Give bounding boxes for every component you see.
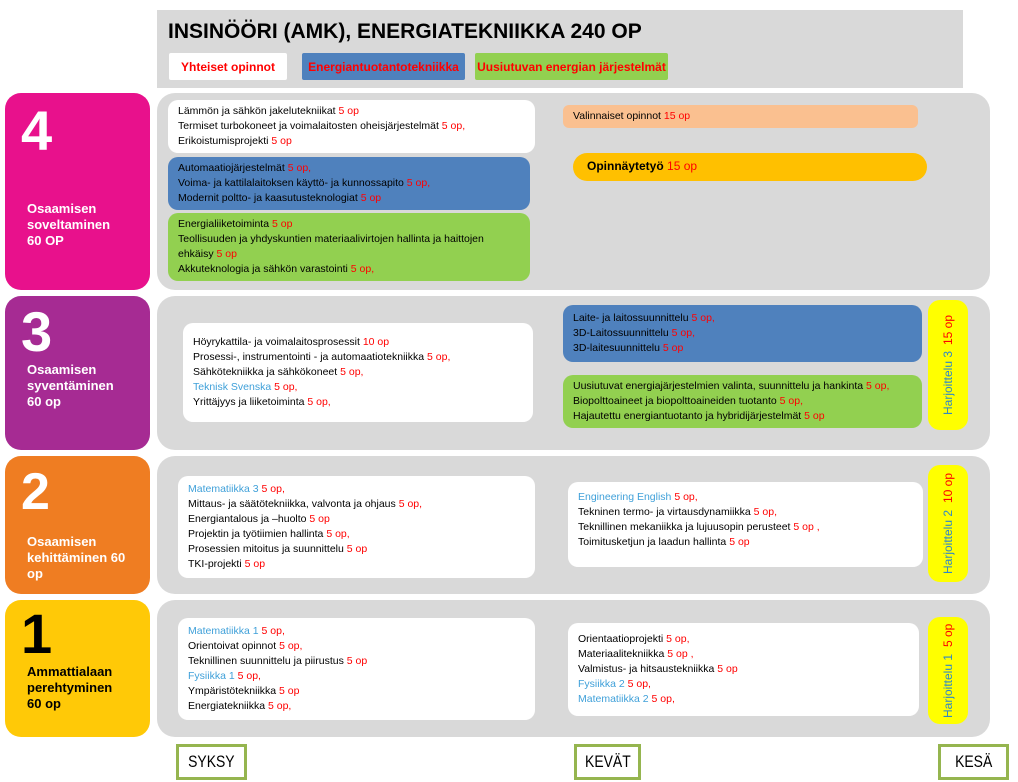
legend-label: Uusiutuvan energian järjestelmät xyxy=(477,59,666,74)
course-line xyxy=(188,624,525,639)
course-line xyxy=(587,159,913,175)
course-box-r2-right xyxy=(568,482,923,567)
course-name: 3D-Laitossuunnittelu xyxy=(573,327,672,339)
course-credits: 5 op, xyxy=(307,396,331,408)
course-name: Matematiikka 1 xyxy=(188,625,262,637)
course-box-r4-white xyxy=(168,100,535,153)
course-name: Lämmön ja sähkön jakelutekniikat xyxy=(178,105,339,117)
course-box-r3-left xyxy=(183,323,533,422)
course-name: Valinnaiset opinnot xyxy=(573,110,664,122)
year-label: Osaamisen syventäminen 60 op xyxy=(27,362,114,409)
course-name: Fysiikka 2 xyxy=(578,678,628,690)
course-name: Orientaatioprojekti xyxy=(578,633,667,645)
course-credits: 5 op xyxy=(729,536,750,548)
course-name: 3D-laitesuunnittelu xyxy=(573,342,663,354)
course-line xyxy=(578,505,913,520)
course-name: Valmistus- ja hitsaustekniikka xyxy=(578,663,718,675)
course-credits: 5 op, xyxy=(267,700,292,712)
course-line xyxy=(188,639,525,654)
course-line xyxy=(188,684,525,699)
course-name: Teollisuuden ja yhdyskuntien materiaalivirtojen hallinta ja haittojen ehkäisy xyxy=(178,233,484,260)
course-line xyxy=(573,394,912,409)
course-credits: 5 op, xyxy=(287,162,312,174)
course-credits: 5 op, xyxy=(866,380,890,392)
row-panel-year-2 xyxy=(157,456,990,594)
legend-label: Yhteiset opinnot xyxy=(181,59,275,74)
course-name: Opinnäytetyö xyxy=(587,159,668,173)
course-line xyxy=(188,527,525,542)
course-line xyxy=(178,217,520,232)
legend-item-uusiutuvan-energian-jarjestelmat xyxy=(475,53,668,80)
harjoittelu-credits: 5 op xyxy=(941,623,955,647)
course-credits: 5 op xyxy=(279,685,300,697)
course-line xyxy=(578,647,909,662)
course-name: TKI-projekti xyxy=(188,558,245,570)
course-name: Voima- ja kattilalaitoksen käyttö- ja kunnossapito xyxy=(178,177,407,189)
course-line xyxy=(193,350,523,365)
course-name: Sähkötekniikka ja sähkökoneet xyxy=(193,366,341,378)
course-credits: 15 op xyxy=(667,159,698,173)
year-block-2 xyxy=(5,456,150,594)
course-credits: 5 op, xyxy=(674,491,698,503)
course-credits: 5 op, xyxy=(441,120,466,132)
course-line xyxy=(578,632,909,647)
course-name: Termiset turbokoneet ja voimalaitosten oheisjärjestelmät xyxy=(178,120,442,132)
course-line xyxy=(578,535,913,550)
course-credits: 5 op xyxy=(338,105,359,117)
course-credits: 5 op xyxy=(271,218,293,230)
course-credits: 5 op xyxy=(346,543,368,555)
season-label: KESÄ xyxy=(954,752,993,771)
year-number: 3 xyxy=(21,300,53,363)
course-line xyxy=(193,395,523,410)
course-credits: 5 op, xyxy=(691,312,715,324)
course-line xyxy=(188,654,525,669)
course-line xyxy=(573,409,912,424)
course-line xyxy=(578,662,909,677)
season-box-syksy xyxy=(176,744,247,780)
course-credits: 5 op, xyxy=(671,327,696,339)
course-name: Orientoivat opinnot xyxy=(188,640,280,652)
course-box-r3-blue xyxy=(563,305,922,362)
course-name: Toimitusketjun ja laadun hallinta xyxy=(578,536,730,548)
header-panel xyxy=(157,10,963,88)
course-credits: 15 op xyxy=(663,110,691,122)
course-name: Yrittäjyys ja liiketoiminta xyxy=(193,396,308,408)
course-credits: 5 op, xyxy=(274,381,298,393)
course-credits: 5 op, xyxy=(651,693,675,705)
course-name: Mittaus- ja säätötekniikka, valvonta ja ohjaus xyxy=(188,498,399,510)
course-name: Matematiikka 2 xyxy=(578,693,652,705)
course-credits: 5 op, xyxy=(779,395,804,407)
season-label: SYKSY xyxy=(188,752,235,771)
year-number: 4 xyxy=(21,99,53,162)
legend-item-energiantuotantotekniikka xyxy=(302,53,465,80)
course-name: Uusiutuvat energiajärjestelmien valinta, suunnittelu ja hankinta xyxy=(573,380,867,392)
year-label: Osaamisen kehittäminen 60 op xyxy=(27,534,126,581)
course-name: Automaatiojärjestelmät xyxy=(178,162,288,174)
year-label: Osaamisen soveltaminen 60 OP xyxy=(27,201,111,248)
course-name: Modernit poltto- ja kaasutusteknologiat xyxy=(178,192,361,204)
course-name: Projektin ja työtiimien hallinta xyxy=(188,528,327,540)
course-box-r4-green xyxy=(168,213,530,281)
course-credits: 5 op, xyxy=(261,625,285,637)
course-line xyxy=(178,232,520,262)
course-line xyxy=(188,482,525,497)
course-credits: 5 op xyxy=(244,558,266,570)
course-line xyxy=(178,104,525,119)
year-block-1 xyxy=(5,600,150,737)
course-box-r1-left xyxy=(178,618,535,720)
season-box-kesa xyxy=(938,744,1009,780)
course-line xyxy=(573,341,912,356)
course-line xyxy=(178,176,520,191)
course-line xyxy=(178,134,525,149)
harjoittelu-bar-3 xyxy=(928,300,968,430)
year-block-3 xyxy=(5,296,150,450)
course-name: Engineering English xyxy=(578,491,675,503)
harjoittelu-credits: 10 op xyxy=(941,473,955,504)
row-panel-year-1 xyxy=(157,600,990,737)
legend-item-yhteiset-opinnot xyxy=(169,53,287,80)
course-line xyxy=(573,379,912,394)
page-title: INSINÖÖRI (AMK), ENERGIATEKNIIKKA 240 OP xyxy=(168,20,642,43)
course-line xyxy=(188,699,525,714)
course-credits: 5 op, xyxy=(350,263,375,275)
course-box-r4-blue xyxy=(168,157,530,210)
course-name: Tekninen termo- ja virtausdynamiikka xyxy=(578,506,754,518)
harjoittelu-bar-1 xyxy=(928,617,968,724)
harjoittelu-bar-2 xyxy=(928,465,968,582)
course-credits: 5 op, xyxy=(753,506,778,518)
course-credits: 5 op, xyxy=(427,351,451,363)
course-line xyxy=(573,311,912,326)
course-line xyxy=(178,191,520,206)
course-line xyxy=(578,677,909,692)
course-name: Matematiikka 3 xyxy=(188,483,262,495)
course-name: Akkuteknologia ja sähkön varastointi xyxy=(178,263,351,275)
course-name: Laite- ja laitossuunnittelu xyxy=(573,312,692,324)
course-credits: 5 op, xyxy=(279,640,303,652)
course-line xyxy=(578,692,909,707)
year-number: 2 xyxy=(21,463,50,521)
year-block-4 xyxy=(5,93,150,290)
harjoittelu-credits: 15 op xyxy=(941,314,955,345)
course-line xyxy=(578,520,913,535)
course-name: Hajautettu energiantuotanto ja hybridijärjestelmät xyxy=(573,410,805,422)
course-line xyxy=(578,490,913,505)
course-credits: 5 op , xyxy=(793,521,820,533)
course-line xyxy=(188,669,525,684)
course-credits: 5 op, xyxy=(326,528,350,540)
course-line xyxy=(188,512,525,527)
course-name: Teknillinen suunnittelu ja piirustus xyxy=(188,655,347,667)
course-name: Ympäristötekniikka xyxy=(188,685,280,697)
course-credits: 5 op xyxy=(271,135,292,147)
course-credits: 5 op, xyxy=(406,177,431,189)
course-credits: 5 op xyxy=(717,663,738,675)
course-credits: 5 op, xyxy=(398,498,423,510)
harjoittelu-label: Harjoittelu 3 xyxy=(941,344,955,416)
year-number: 1 xyxy=(21,602,53,665)
course-credits: 5 op xyxy=(662,342,684,354)
course-line xyxy=(573,326,912,341)
course-credits: 5 op , xyxy=(667,648,694,660)
course-line xyxy=(193,365,523,380)
harjoittelu-label: Harjoittelu 2 xyxy=(941,503,955,574)
course-credits: 5 op, xyxy=(340,366,364,378)
course-line xyxy=(178,119,525,134)
row-panel-year-4 xyxy=(157,93,990,290)
year-label: Ammattialaan perehtyminen 60 op xyxy=(27,664,113,711)
course-name: Erikoistumisprojekti xyxy=(178,135,272,147)
course-box-r2-left xyxy=(178,476,535,578)
course-box-r1-right xyxy=(568,623,919,716)
course-credits: 5 op xyxy=(346,655,368,667)
course-credits: 5 op xyxy=(360,192,382,204)
season-label: KEVÄT xyxy=(584,752,631,771)
course-name: Energialiiketoiminta xyxy=(178,218,272,230)
course-name: Energiantalous ja –huolto xyxy=(188,513,310,525)
legend-label: Energiantuotantotekniikka xyxy=(308,59,459,74)
course-line xyxy=(178,262,520,277)
course-line xyxy=(188,557,525,572)
course-line xyxy=(573,109,908,124)
course-credits: 5 op xyxy=(804,410,825,422)
course-credits: 5 op, xyxy=(627,678,651,690)
course-name: Materiaalitekniikka xyxy=(578,648,668,660)
course-line xyxy=(178,161,520,176)
course-box-r3-green xyxy=(563,375,922,428)
course-name: Prosessien mitoitus ja suunnittelu xyxy=(188,543,347,555)
course-line xyxy=(188,542,525,557)
course-box-r4-peach xyxy=(563,105,918,128)
course-credits: 5 op, xyxy=(666,633,690,645)
course-name: Teknillinen mekaniikka ja lujuusopin perusteet xyxy=(578,521,794,533)
course-name: Energiatekniikka xyxy=(188,700,268,712)
course-line xyxy=(188,497,525,512)
course-box-r4-gold xyxy=(573,153,927,181)
course-line xyxy=(193,380,523,395)
season-box-kevat xyxy=(574,744,641,780)
course-line xyxy=(193,335,523,350)
course-name: Höyrykattila- ja voimalaitosprosessit xyxy=(193,336,363,348)
course-credits: 5 op xyxy=(216,248,237,260)
course-credits: 5 op xyxy=(309,513,330,525)
course-credits: 10 op xyxy=(362,336,390,348)
harjoittelu-label: Harjoittelu 1 xyxy=(941,646,955,718)
course-credits: 5 op, xyxy=(261,483,285,495)
course-name: Fysiikka 1 xyxy=(188,670,238,682)
course-name: Teknisk Svenska xyxy=(193,381,275,393)
row-panel-year-3 xyxy=(157,296,990,450)
course-name: Biopolttoaineet ja biopolttoaineiden tuotanto xyxy=(573,395,780,407)
course-name: Prosessi-, instrumentointi - ja automaatiotekniikka xyxy=(193,351,428,363)
course-credits: 5 op, xyxy=(237,670,261,682)
